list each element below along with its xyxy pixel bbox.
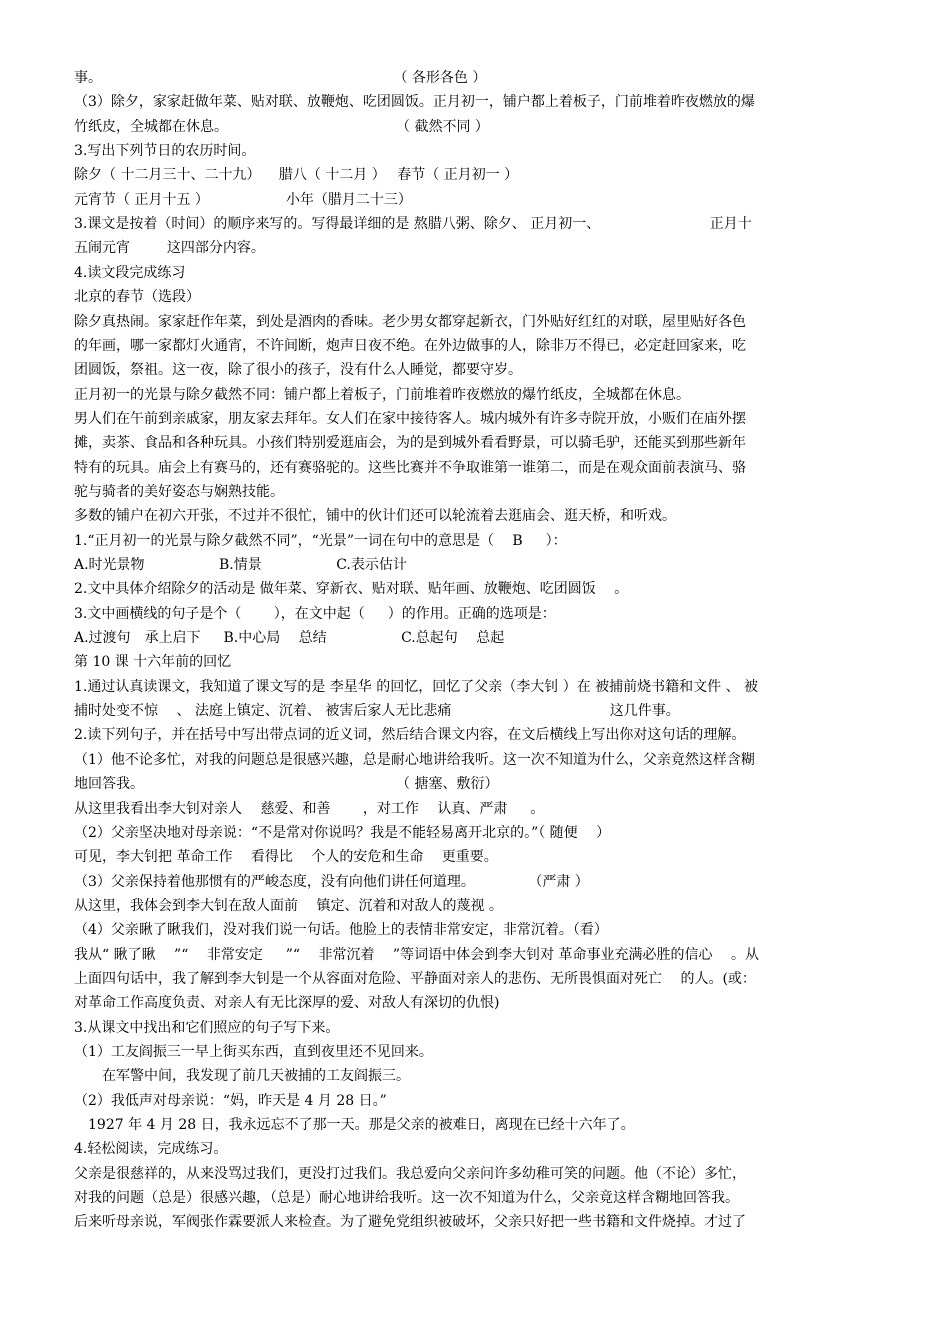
text-line: 特有的玩具。庙会上有赛马的，还有赛骆驼的。这些比赛并不争取谁第一谁第二，而是在观众面前表演马、骆	[74, 459, 746, 476]
text-line: 3.写出下列节日的农历时间。	[74, 143, 256, 160]
text-line: 摊，卖茶、食品和各种玩具。小孩们特别爱逛庙会，为的是到城外看看野景，可以骑毛驴，还能买到那些新年	[74, 435, 746, 452]
text-line: 在军警中间，我发现了前几天被捕的工友阎振三。	[74, 1068, 410, 1085]
text-line: 我从“ 瞅了瞅 ”“ 非常安定 ”“ 非常沉着 ”等词语中体会到李大钊对 革命事业充满必胜的信心 。从	[74, 946, 759, 963]
text-line: 的年画，哪一家都灯火通宵，不许间断，炮声日夜不绝。在外边做事的人，除非万不得已，必定赶回家来，吃	[74, 337, 746, 354]
text-line: 从这里我看出李大钊对亲人 慈爱、和善 ，对工作 认真、严肃 。	[74, 800, 545, 817]
text-line: （1）工友阎振三一早上街买东西，直到夜里还不见回来。	[74, 1044, 433, 1060]
text-line: 1.通过认真读课文，我知道了课文写的是 李星华 的回忆，回忆了父亲（李大钊 ）在 被捕前烧书籍和文件 、 被	[74, 678, 759, 695]
text-line: 团圆饭，祭祖。这一夜，除了很小的孩子，没有什么人睡觉，都要守岁。	[74, 362, 522, 379]
text-line: （2）我低声对母亲说：“妈，昨天是 4 月 28 日。”	[74, 1092, 387, 1109]
text-line: 可见，李大钊把 革命工作 看得比 个人的安危和生命 更重要。	[74, 849, 498, 866]
text-line: 元宵节（ 正月十五 ） 小年（腊月二十三）	[74, 191, 412, 208]
text-line: （2）父亲坚决地对母亲说：“不是常对你说吗？我是不能轻易离开北京的。”（ 随便 ）	[74, 824, 611, 841]
text-line: 第 10 课 十六年前的回忆	[74, 654, 232, 671]
text-line: 后来听母亲说，军阀张作霖要派人来检查。为了避免党组织被破坏，父亲只好把一些书籍和文件烧掉。才过了	[74, 1214, 746, 1231]
text-line: 3.课文是按着（时间）的顺序来写的。写得最详细的是 熬腊八粥、除夕、 正月初一、 正月十	[74, 216, 752, 233]
text-line: 多数的铺户在初六开张，不过并不很忙，铺中的伙计们还可以轮流着去逛庙会、逛天桥，和听戏。	[74, 508, 676, 525]
text-line: （3）父亲保持着他那惯有的严峻态度，没有向他们讲任何道理。 （严肃 ）	[74, 873, 589, 890]
text-line: （1）他不论多忙，对我的问题总是很感兴趣，总是耐心地讲给我听。这一次不知道为什么，父亲竟然这样含糊	[74, 751, 755, 768]
text-line: 2.文中具体介绍除夕的活动是 做年菜、穿新衣、贴对联、贴年画、放鞭炮、吃团圆饭 。	[74, 581, 629, 598]
text-line: 3.文中画横线的句子是个（ ），在文中起（ ）的作用。正确的选项是：	[74, 605, 556, 622]
text-line: 1.“正月初一的光景与除夕截然不同”，“光景”一词在句中的意思是（ B ）：	[74, 532, 567, 549]
text-line: 2.读下列句子，并在括号中写出带点词的近义词，然后结合课文内容，在文后横线上写出你对这句话的理解。	[74, 727, 746, 744]
text-line: 竹纸皮，全城都在休息。 （ 截然不同 ）	[74, 118, 489, 135]
text-line: 对革命工作高度负责、对亲人有无比深厚的爱、对敌人有深切的仇恨)	[74, 995, 500, 1012]
text-line: 除夕（ 十二月三十、二十九） 腊八（ 十二月 ） 春节（ 正月初一 ）	[74, 167, 519, 184]
text-line: （3）除夕，家家赶做年菜、贴对联、放鞭炮、吃团圆饭。正月初一，铺户都上着板子，门前堆着昨夜燃放的爆	[74, 94, 755, 111]
text-line: 捕时处变不惊 、 法庭上镇定、沉着、 被害后家人无比悲痛 这几件事。	[74, 703, 680, 720]
text-line: A.过渡句 承上启下 B.中心局 总结 C.总起句 总起	[74, 630, 505, 647]
text-line: 五闹元宵 这四部分内容。	[74, 240, 265, 257]
text-line: 3.从课文中找出和它们照应的句子写下来。	[74, 1019, 340, 1036]
text-line: 对我的问题（总是）很感兴趣，（总是）耐心地讲给我听。这一次不知道为什么，父亲竟这样含糊地回答我。	[74, 1190, 739, 1207]
text-line: 4.读文段完成练习	[74, 264, 186, 281]
text-line: 地回答我。 （ 搪塞、敷衍）	[74, 776, 499, 793]
text-line: 上面四句话中，我了解到李大钊是一个从容面对危险、平静面对亲人的悲伤、无所畏惧面对死亡 的人。(或：	[74, 970, 756, 987]
text-line: 1927 年 4 月 28 日，我永远忘不了那一天。那是父亲的被难日，离现在已经十六年了。	[74, 1117, 635, 1134]
text-line: （4）父亲瞅了瞅我们，没对我们说一句话。他脸上的表情非常安定，非常沉着。（看）	[74, 922, 608, 939]
text-line: 北京的春节（选段）	[74, 289, 200, 306]
text-line: 除夕真热闹。家家赶作年菜，到处是酒肉的香味。老少男女都穿起新衣，门外贴好红红的对联，屋里贴好各色	[74, 313, 746, 330]
text-line: 男人们在午前到亲戚家，朋友家去拜年。女人们在家中接待客人。城内城外有许多寺院开放，小贩们在庙外摆	[74, 410, 746, 427]
text-line: 父亲是很慈祥的，从来没骂过我们，更没打过我们。我总爱向父亲问许多幼稚可笑的问题。他（不论）多忙，	[74, 1165, 746, 1182]
text-line: 从这里，我体会到李大钊在敌人面前 镇定、沉着和对敌人的蔑视 。	[74, 897, 503, 914]
text-line: 事。 （ 各形各色 ）	[74, 70, 487, 86]
text-line: 正月初一的光景与除夕截然不同：铺户都上着板子，门前堆着昨夜燃放的爆竹纸皮，全城都在休息。	[74, 386, 690, 403]
text-line: 驼与骑者的美好姿态与娴熟技能。	[74, 483, 284, 500]
text-line: 4.轻松阅读，完成练习。	[74, 1141, 228, 1158]
text-line: A.时光景物 B.情景 C.表示估计	[74, 557, 407, 573]
